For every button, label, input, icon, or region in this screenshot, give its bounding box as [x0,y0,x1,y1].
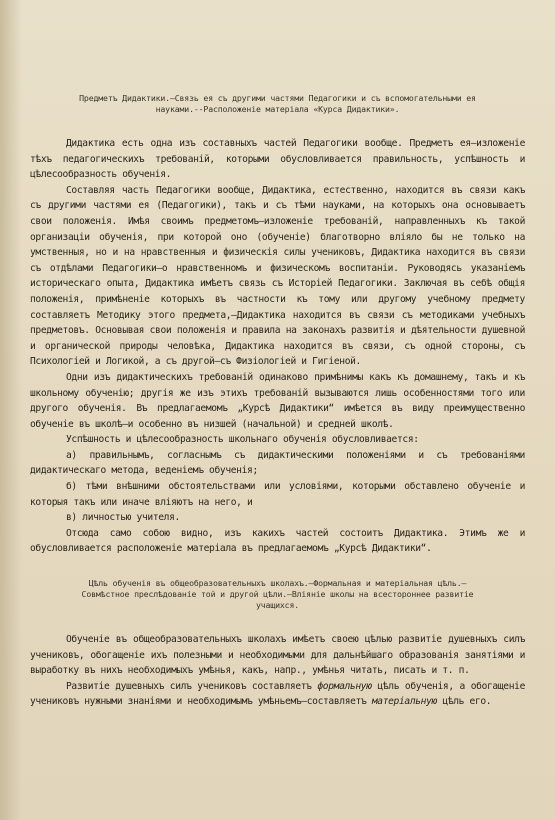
list-item: в) личностью учителя. [66,512,180,524]
section-heading-2-line2: Совмѣстное преслѣдованіе той и другой цѣли.—Вліяніе школы на всестороннее развитіе [81,589,474,600]
section-heading-1 [30,93,525,115]
section-2-body [30,632,525,710]
text-run: цѣль его. [436,696,492,708]
list-item: б) тѣми внѣшними обстоятельствами или условіями, которыми обставлено обученіе и которыя такъ или иначе вліяютъ на него, и [30,481,525,508]
paragraph [30,679,525,710]
paragraph: Успѣшность и цѣлесообразность школьнаго обученія обусловливается: [66,434,419,446]
list-item: а) правильнымъ, согласнымъ съ дидактическими положеніями и съ требованіями дидактическаго метода, веденіемъ обученія; [30,449,525,477]
section-heading-1-line1: Предметъ Дидактики.—Связь ея съ другими частями Педагогики и съ вспомогательными ея [79,93,476,103]
section-heading-2-line3: учащихся. [255,600,299,611]
text-run: Развитіе душевныхъ силъ учениковъ составляетъ [66,680,318,692]
section-1-body [30,136,525,557]
paragraph: Обученіе въ общеобразовательныхъ школахъ имѣетъ своею цѣлью развитіе душевныхъ силъ учениковъ, обогащеніе ихъ полезными и необходимыми для дальнѣйшаго образованія занятіями и выработку въ нихъ необходимыхъ умѣнья, какъ, напр., умѣнья читать, писать и т. п. [30,634,525,677]
section-heading-1-line2: науками.--Расположеніе матеріала «Курса Дидактики». [155,104,400,114]
page-binding-shadow [0,0,22,820]
paragraph: Одни изъ дидактическихъ требованій одинаково примѣнимы какъ къ домашнему, такъ и къ школьному обученію; другія же изъ этихъ требованій вызываются лишь особенностями того или другого обученія. Въ предлагаемомъ „Курсѣ Дидактики“ имѣется въ виду преимущественно обученіе въ школѣ—и особенно въ низшей (начальной) и средней школѣ. [30,371,525,430]
emphasis-formal: формальную [317,680,372,692]
emphasis-material: матеріальную [371,696,437,708]
paragraph: Дидактика есть одна изъ составныхъ частей Педагогики вообще. Предметъ ея—изложеніе тѣхъ педагогическихъ требованій, которыми обусловливается правильность, успѣшность и цѣлесообразность обученія. [30,138,525,181]
page-content [30,93,525,710]
paragraph: Составляя часть Педагогики вообще, Дидактика, естественно, находится въ связи какъ съ другими частями ея (Педагогики), такъ и съ тѣми науками, на которыхъ она основываетъ свои положенія. Имѣя своимъ предметомъ—изложеніе требованій, направленныхъ къ такой организаціи обученія, при которой оно (обученіе) благотворно вліяло бы не только на умственныя, но и на нравственныя и физическія силы учениковъ, Дидактика находится въ связи съ отдѣлами Педагогики—о нравственномъ и физическомъ воспитаніи. Руководясь указаніемъ историческаго опыта, Дидактика имѣетъ связь съ Исторіей Педагогики. Заключая въ себѣ общія положенія, примѣненіе которыхъ въ частности къ тому или другому учебному предмету составляетъ Методику этого предмета,—Дидактика находится въ связи съ методиками учебныхъ предметовъ. Основывая свои положенія и правила на законахъ развитія и дѣятельности душевной и органической природы человѣка, Дидактика находится въ связи, съ одной стороны, съ Психологіей и Логикой, а съ другой—съ Физіологіей и Гигіеной. [30,184,525,368]
paragraph: Отсюда само собою видно, изъ какихъ частей состоитъ Дидактика. Этимъ же и обусловливается расположеніе матеріала въ предлагаемомъ „Курсѣ Дидактики“. [30,527,525,555]
section-heading-2 [30,578,525,611]
section-heading-2-line1: Цѣль обученія въ общеобразовательныхъ школахъ.—Формальная и матеріальная цѣль.— [88,578,467,589]
text-run: цѣль обученія, а обогащеніе учениковъ нужными знаніями и необходимымъ умѣньемъ—составляетъ [30,680,525,708]
